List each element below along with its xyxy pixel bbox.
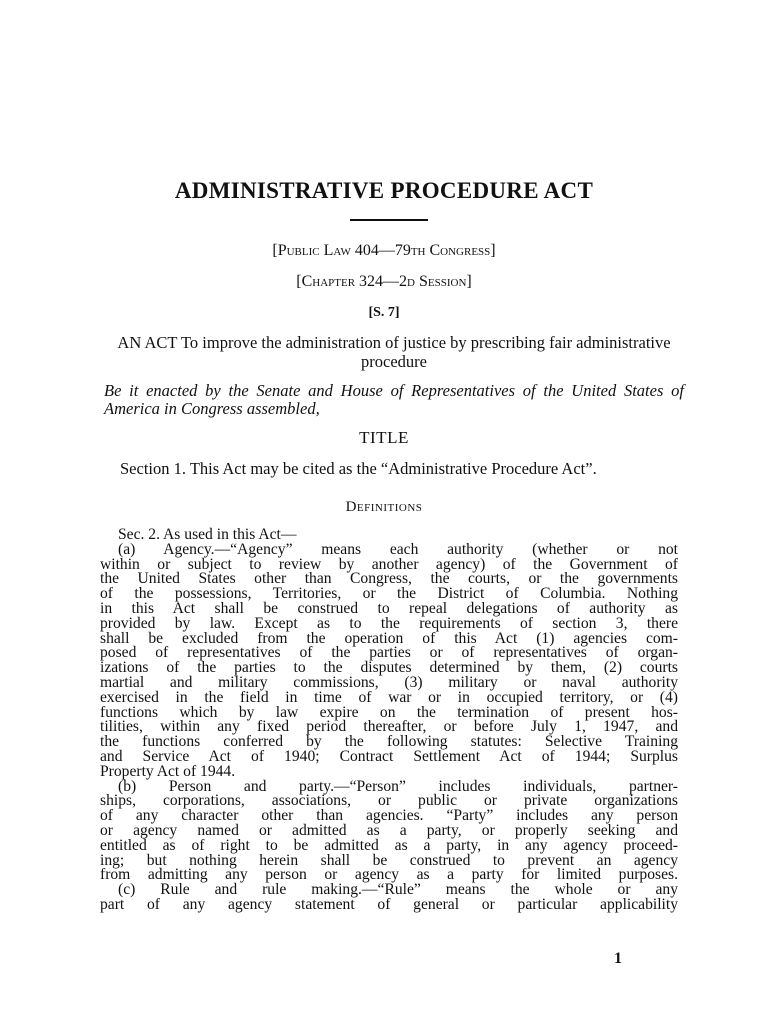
body-line: Property Act of 1944. [100, 762, 236, 780]
enacting-clause: Be it enacted by the Senate and House of Representatives of the United States of America in Congress assembled, [104, 381, 684, 418]
body-line: part of any agency statement of general or particular applicability [100, 895, 678, 913]
body-line: or agency named or admitted as a party, or properly seeking and [100, 821, 678, 839]
body-line: functions which by law expire on the termination of present hos- [100, 703, 678, 721]
title-divider [350, 219, 428, 221]
bill-number: [S. 7] [368, 305, 400, 320]
section-2-body [100, 528, 678, 913]
body-line: izations of the parties to the disputes determined by them, (2) courts [100, 659, 678, 677]
body-line: exercised in the field in time of war or in occupied territory, or (4) [100, 688, 678, 706]
act-intro: AN ACT To improve the administration of justice by prescribing fair administrative procedure [117, 333, 671, 371]
body-line: (c) Rule and rule making.—“Rule” means the whole or any [118, 881, 678, 899]
body-line: martial and military commissions, (3) military or naval authority [100, 673, 678, 691]
body-line: provided by law. Except as to the requirements of section 3, there [100, 614, 678, 632]
public-law-line: [Public Law 404—79th Congress] [272, 242, 496, 259]
body-line: shall be excluded from the operation of this Act (1) agencies com- [100, 629, 678, 647]
body-line: Sec. 2. As used in this Act— [118, 526, 297, 543]
body-line: within or subject to review by another agency) of the Government of [100, 555, 678, 573]
body-line: tilities, within any fixed period thereafter, or before July 1, 1947, and [100, 718, 678, 736]
body-line: entitled as of right to be admitted as a party, in any agency proceed- [100, 836, 678, 854]
body-line: of the possessions, Territories, or the District of Columbia. Nothing [100, 585, 678, 603]
body-line: (a) Agency.—“Agency” means each authority (whether or not [118, 540, 678, 558]
chapter-line: [Chapter 324—2d Session] [296, 273, 472, 290]
body-line: of any character other than agencies. “Party” includes any person [100, 807, 678, 825]
page-number: 1 [614, 950, 622, 967]
body-line: ing; but nothing herein shall be construed to prevent an agency [100, 851, 678, 869]
body-line: in this Act shall be construed to repeal delegations of authority as [100, 599, 678, 617]
body-line: the functions conferred by the following statutes: Selective Training [100, 733, 678, 751]
body-line: ships, corporations, associations, or public or private organizations [100, 792, 678, 810]
document-title: ADMINISTRATIVE PROCEDURE ACT [174, 178, 594, 203]
title-heading: TITLE [359, 428, 409, 447]
definitions-heading: Definitions [345, 499, 423, 515]
section-1: Section 1. This Act may be cited as the “Administrative Procedure Act”. [120, 459, 597, 478]
body-line: (b) Person and party.—“Person” includes individuals, partner- [118, 777, 678, 795]
body-line: from admitting any person or agency as a party for limited purposes. [100, 866, 678, 884]
body-line: and Service Act of 1940; Contract Settlement Act of 1944; Surplus [100, 747, 678, 765]
body-line: posed of representatives of the parties or of representatives of organ- [100, 644, 678, 662]
body-line: the United States other than Congress, the courts, or the governments [100, 570, 678, 588]
